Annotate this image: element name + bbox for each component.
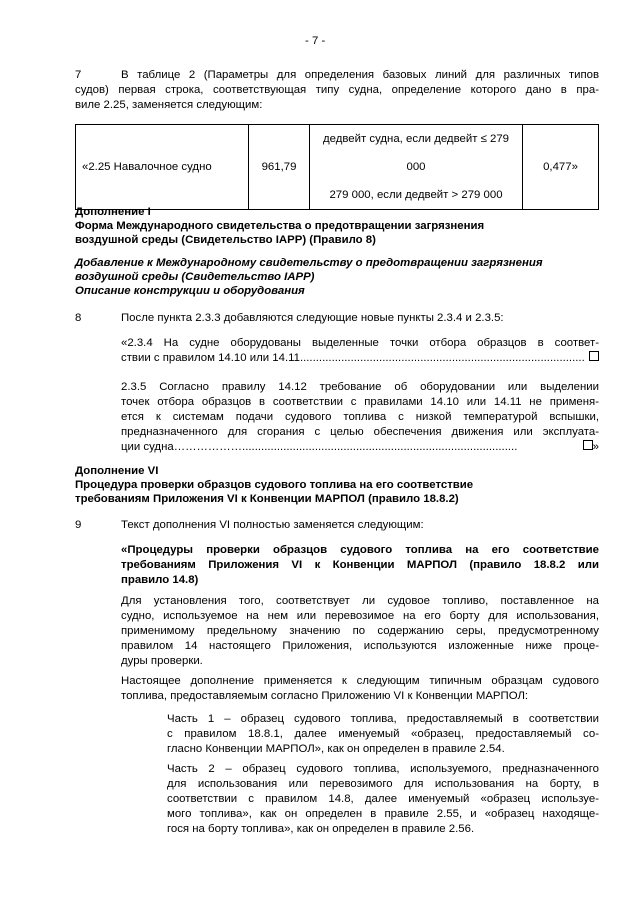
coefficient-cell [523, 125, 599, 210]
para1-line-5: дуры проверки. [121, 655, 203, 667]
part-2-paragraph [167, 762, 599, 837]
p235-leader-dots: ………………....................................................................................... [173, 441, 518, 453]
para1-line-1: Для установления того, соответствует ли судовое топливо, поставленное на [121, 595, 599, 607]
p234-line-2 [121, 351, 599, 366]
item-7-text [75, 68, 599, 113]
supplement-line-2: воздушной среды (Свидетельство IAPP) [75, 271, 315, 283]
item-8-intro: После пункта 2.3.3 добавляются следующие новые пункты 2.3.4 и 2.3.5: [121, 312, 504, 324]
p235-line-1: 2.3.5 Согласно правилу 14.12 требование об оборудовании или выделении [121, 381, 599, 393]
part2-line-1: Часть 2 – образец судового топлива, используемого, предназначенного [167, 763, 599, 775]
item-7-line-3: виле 2.25, заменяется следующим: [75, 99, 263, 111]
para1-line-3: применимому предельному значению по содержанию серы, предусмотренному [121, 625, 599, 637]
p235-closing-quote: » [592, 441, 599, 453]
checkbox-icon [583, 440, 593, 450]
appendix-6-title: Дополнение VI [75, 465, 159, 477]
p234-line-1: «2.3.4 На судне оборудованы выделенные точки отбора образцов в соответ- [121, 337, 599, 349]
para2-line-2: топлива, предоставляемым согласно Приложению VI к Конвенции МАРПОЛ: [121, 690, 529, 702]
appendix-1-line-2: воздушной среды (Свидетельство IAPP) (Правило 8) [75, 234, 376, 246]
item-9-number: 9 [75, 519, 82, 531]
item-9-intro: Текст дополнения VI полностью заменяется следующим: [121, 519, 424, 531]
p234-leader-dots: .......................................................................................... [299, 352, 585, 364]
p235-line-3: ется к системам подачи судового топлива с низкой температурой вспышки, [121, 411, 599, 423]
part2-line-3: соответствии с правилом 14.8, далее именуемый «образец используе- [167, 793, 599, 805]
para2-line-1: Настоящее дополнение применяется к следующим типичным образцам судового [121, 675, 599, 687]
deadweight-line-1: дедвейт судна, если дедвейт ≤ 279 000 [323, 133, 509, 173]
appendix-6-line-1: Процедура проверки образцов судового топлива на его соответствие [75, 479, 474, 491]
item-9-paragraph-2 [121, 674, 599, 704]
item-7-line-1: В таблице 2 (Параметры для определения базовых линий для различных типов [121, 69, 599, 81]
p235-line-5-text: ции судна [121, 441, 174, 453]
checkbox-icon [589, 351, 599, 361]
supplement-line-1: Добавление к Международному свидетельству о предотвращении загрязнения [75, 257, 543, 269]
heading-line-2: требованиям Приложения VI к Конвенции МАРПОЛ (правило 18.8.2 или [121, 559, 599, 571]
p235-line-4: предназначенного для сгорания с целью обеспечения движения или эксплуата- [121, 426, 599, 438]
part2-line-4: мого топлива», как он определен в правиле 2.55, и «образец находяще- [167, 808, 599, 820]
deadweight-cell [310, 125, 523, 210]
value-text: 961,79 [261, 161, 297, 173]
table-row [76, 125, 599, 210]
baseline-parameters-table [75, 124, 599, 210]
appendix-1-line-1: Форма Международного свидетельства о предотвращении загрязнения [75, 220, 485, 232]
p234-line-2-text: ствии с правилом 14.10 или 14.11 [121, 352, 300, 364]
part2-line-5: гося на борту топлива», как он определен в правиле 2.56. [167, 823, 475, 835]
p235-line-5 [121, 440, 599, 455]
supplement-line-3: Описание конструкции и оборудования [75, 285, 305, 297]
heading-line-3: правило 14.8) [121, 574, 199, 586]
part1-line-2: с правилом 18.8.1, далее именуемый «образец, предоставляемый со- [167, 728, 599, 740]
part-1-paragraph [167, 712, 599, 757]
item-9-heading [121, 543, 599, 588]
item-9-paragraph-1 [121, 594, 599, 669]
part1-line-3: гласно Конвенции МАРПОЛ», как он определен в правиле 2.54. [167, 743, 505, 755]
value-cell [249, 125, 310, 210]
item-7-number: 7 [75, 69, 82, 81]
appendix-1-title: Дополнение I [75, 206, 151, 218]
ship-type-cell [76, 125, 249, 210]
para1-line-2: судно, используемое на нем или перевозимое на его борту для использования, [121, 610, 599, 622]
coefficient-text: 0,477» [543, 161, 578, 173]
paragraph-2-3-4 [121, 336, 599, 366]
deadweight-line-2: 279 000, если дедвейт > 279 000 [329, 189, 503, 201]
paragraph-2-3-5 [121, 380, 599, 455]
p235-line-2: точек отбора образцов в соответствии с правилами 14.10 или 14.11 не применя- [121, 396, 599, 408]
item-8-number: 8 [75, 312, 82, 324]
appendix-6-line-2: требованиям Приложения VI к Конвенции МАРПОЛ (правило 18.8.2) [75, 493, 459, 505]
para1-line-4: правилом 14 настоящего Приложения, используются изложенные ниже проце- [121, 640, 599, 652]
part2-line-2: для использования или перевозимого для использования на борту, в [167, 778, 599, 790]
part1-line-1: Часть 1 – образец судового топлива, предоставляемый в соответствии [167, 713, 599, 725]
page-number: - 7 - [305, 35, 326, 47]
heading-line-1: «Процедуры проверки образцов судового топлива на его соответствие [121, 544, 599, 556]
item-7-line-2: судов) первая строка, соответствующая типу судна, определение которого дано в пра- [75, 84, 599, 96]
ship-type-text: «2.25 Навалочное судно [82, 161, 212, 173]
